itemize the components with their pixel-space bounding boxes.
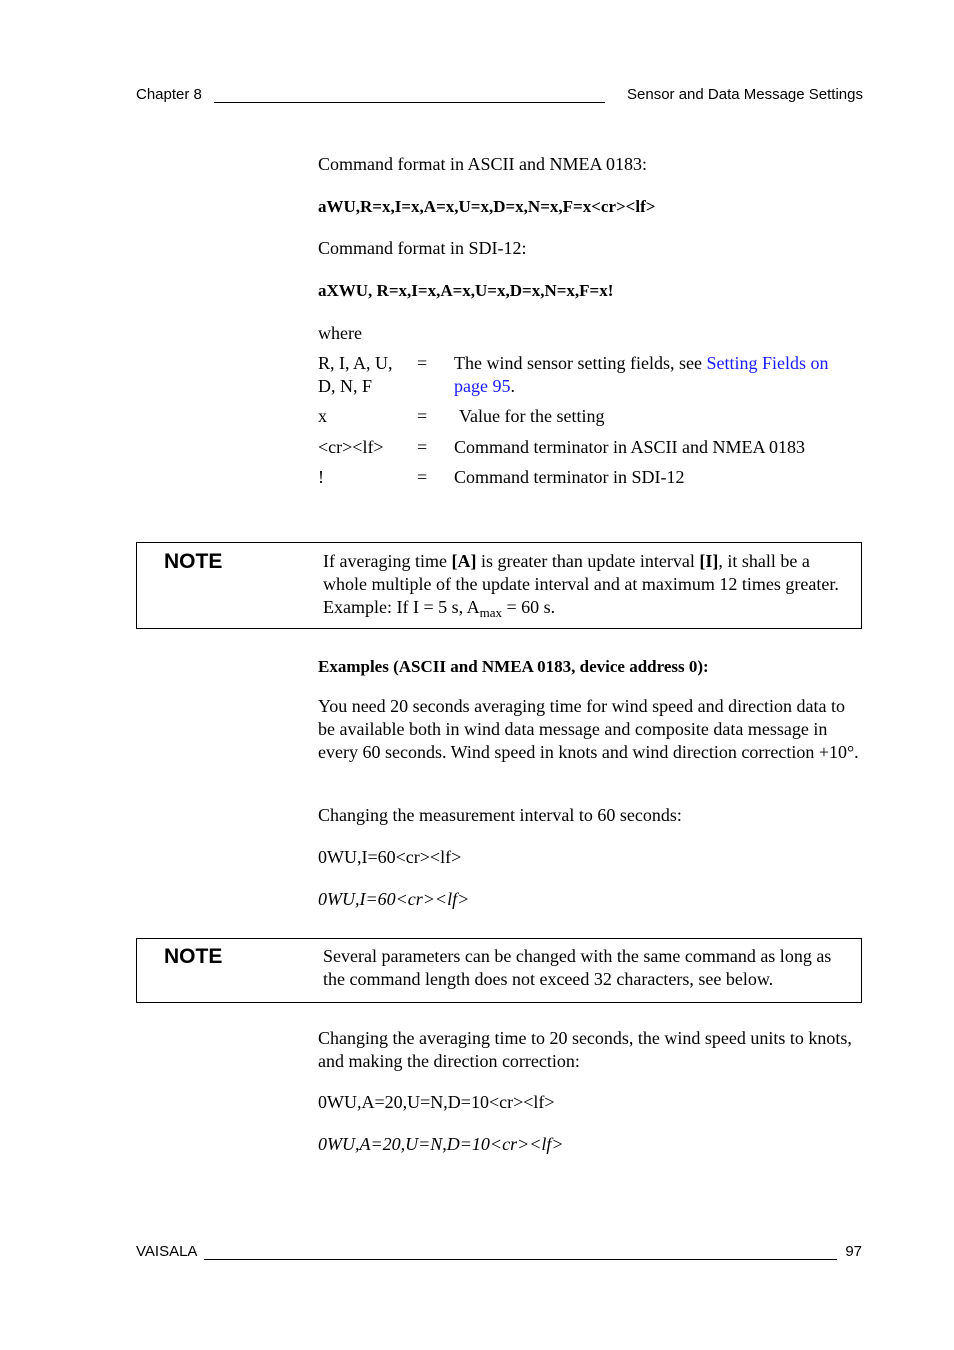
definition-term-line: D, N, F: [318, 376, 373, 396]
averaging-command: 0WU,A=20,U=N,D=10<cr><lf>: [318, 1092, 555, 1112]
sdi-command: aXWU, R=x,I=x,A=x,U=x,D=x,N=x,F=x!: [318, 281, 614, 300]
definition-term-line: R, I, A, U,: [318, 353, 393, 373]
interval-response: 0WU,I=60<cr><lf>: [318, 889, 470, 909]
definition-term: <cr><lf>: [318, 437, 384, 457]
setting-fields-link[interactable]: Setting Fields on page 95: [454, 353, 829, 396]
note-text-part: is greater than update interval: [476, 551, 700, 571]
note-text-part: = 60 s.: [502, 597, 556, 617]
averaging-response: 0WU,A=20,U=N,D=10<cr><lf>: [318, 1134, 564, 1154]
examples-paragraph: You need 20 seconds averaging time for wind speed and direction data to be available both in wind data message and composite data message in every 60 seconds. Wind speed in knots and wind direction correction +10°.: [318, 696, 859, 762]
definition-desc: [454, 352, 864, 398]
section-title: Sensor and Data Message Settings: [627, 86, 863, 103]
interval-label: Changing the measurement interval to 60 seconds:: [318, 805, 682, 825]
interval-command: 0WU,I=60<cr><lf>: [318, 847, 462, 867]
note-text: [323, 550, 855, 619]
note-text: Several parameters can be changed with the same command as long as the command length does not exceed 32 characters, see below.: [323, 946, 832, 989]
definition-desc: Value for the setting: [459, 406, 605, 426]
header-rule: [214, 102, 605, 103]
update-interval-param: [I]: [699, 551, 719, 571]
sdi-format-label: Command format in SDI-12:: [318, 238, 527, 258]
note-box: [136, 938, 862, 1003]
averaging-time-param: [A]: [451, 551, 477, 571]
note-text-part: , it shall be a whole multiple of the update interval and at maximum 12 times greater. Example: If I = 5 s, A: [323, 551, 839, 617]
subscript-max: max: [479, 605, 503, 620]
ascii-command: aWU,R=x,I=x,A=x,U=x,D=x,N=x,F=x<cr><lf>: [318, 197, 656, 216]
where-label: where: [318, 323, 362, 343]
definition-desc: Command terminator in SDI-12: [454, 467, 685, 487]
page-number: 97: [845, 1243, 862, 1260]
definition-equals: =: [417, 406, 428, 426]
definition-desc-text: The wind sensor setting fields, see: [454, 353, 707, 373]
definition-term: !: [318, 467, 324, 487]
note-text-part: If averaging time: [323, 551, 452, 571]
averaging-label: Changing the averaging time to 20 seconds, the wind speed units to knots, and making the direction correction:: [318, 1028, 852, 1071]
examples-heading: Examples (ASCII and NMEA 0183, device address 0):: [318, 657, 709, 676]
definition-equals: =: [417, 437, 428, 457]
note-label: NOTE: [164, 945, 223, 968]
definition-term: x: [318, 406, 327, 426]
ascii-format-label: Command format in ASCII and NMEA 0183:: [318, 154, 647, 174]
note-label: NOTE: [164, 550, 223, 573]
definition-equals: =: [417, 467, 428, 487]
definition-equals: =: [417, 353, 428, 373]
footer-company: VAISALA: [136, 1243, 198, 1260]
footer-rule: [204, 1259, 837, 1260]
note-box: [136, 542, 862, 629]
definition-term: [318, 352, 393, 398]
definition-desc: Command terminator in ASCII and NMEA 0183: [454, 437, 805, 457]
definition-desc-suffix: .: [510, 376, 515, 396]
chapter-label: Chapter 8: [136, 86, 202, 103]
